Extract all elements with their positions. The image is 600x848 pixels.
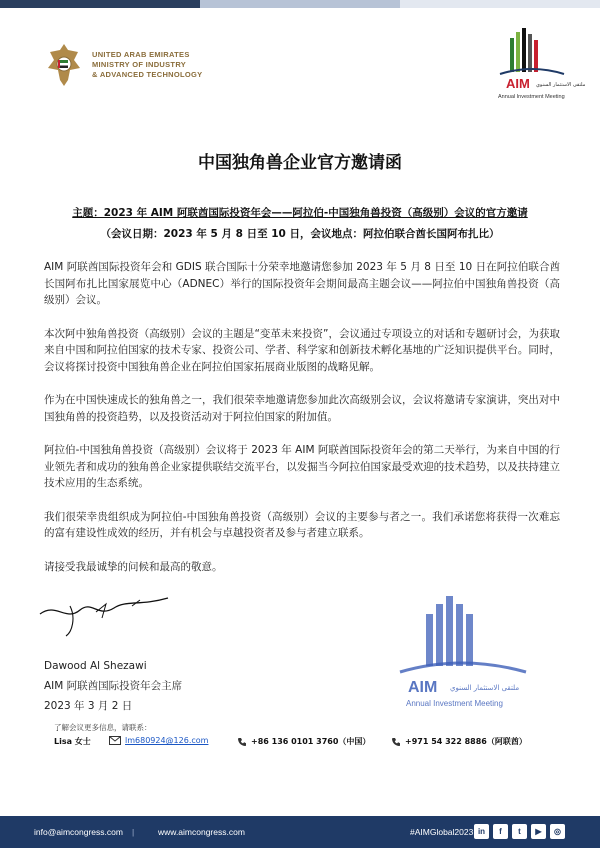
contact-note: 了解会议更多信息，请联系： bbox=[54, 723, 152, 732]
aim-logo-arabic: ملتقى الاستثمار السنوي bbox=[536, 82, 586, 88]
footer-bar bbox=[0, 816, 600, 848]
meeting-info: （会议日期：2023 年 5 月 8 日至 10 日，会议地点：阿拉伯联合酋长国阿布扎比） bbox=[100, 228, 500, 240]
top-color-bar bbox=[0, 0, 600, 8]
paragraph: 阿拉伯-中国独角兽投资（高级别）会议将于 2023 年 AIM 阿联酋国际投资年会的第二天举行，为来自中国的行业领先者和成功的独角兽企业家提供联结交流平台，以发掘当今阿拉伯国家最受欢迎的技术趋势，以及扶持建立技术应用的生态系统。 bbox=[44, 444, 560, 489]
contact-phone-uae bbox=[391, 736, 527, 747]
document-title: 中国独角兽企业官方邀请函 bbox=[198, 153, 402, 173]
signer-name: Dawood Al Shezawi bbox=[44, 660, 147, 672]
top-bar-segment bbox=[200, 0, 400, 8]
stamp-aim-text: AIM bbox=[408, 679, 438, 696]
top-bar-segment bbox=[400, 0, 600, 8]
signer-title: AIM 阿联酋国际投资年会主席 bbox=[44, 680, 183, 692]
ministry-line: & ADVANCED TECHNOLOGY bbox=[92, 70, 203, 79]
youtube-icon[interactable]: ▶ bbox=[531, 824, 546, 839]
twitter-icon[interactable]: t bbox=[512, 824, 527, 839]
paragraph: AIM 阿联酋国际投资年会和 GDIS 联合国际十分荣幸地邀请您参加 2023 年 5 月 8 日至 10 日在阿拉伯联合酋长国阿布扎比国家展览中心（ADNEC）举行的国际投资年会期间最高主题会议——阿拉伯中国独角兽投资（高级别）会议。 bbox=[44, 261, 560, 306]
ministry-logo bbox=[44, 40, 202, 90]
top-bar-segment bbox=[0, 0, 200, 8]
paragraph: 我们很荣幸贵组织成为阿拉伯-中国独角兽投资（高级别）会议的主要参与者之一。我们承诺您将获得一次难忘的富有建设性成效的经历，并有机会与卓越投资者及参与者建立联系。 bbox=[44, 510, 560, 539]
email-icon bbox=[109, 736, 121, 745]
ministry-line: MINISTRY OF INDUSTRY bbox=[92, 60, 187, 69]
email-link[interactable]: lm680924@126.com bbox=[125, 736, 209, 745]
subject-text: 主题：2023 年 AIM 阿联酋国际投资年会——阿拉伯-中国独角兽投资（高级别）会议的官方邀请 bbox=[72, 207, 528, 219]
signer-block bbox=[44, 656, 182, 716]
stamp-subtitle: Annual Investment Meeting bbox=[406, 699, 503, 708]
contact-row bbox=[54, 736, 574, 750]
letter-body bbox=[44, 259, 560, 592]
uae-emblem-icon bbox=[44, 40, 84, 90]
contact-name: Lisa 女士 bbox=[54, 737, 91, 746]
paragraph: 本次阿中独角兽投资（高级别）会议的主题是“变革未来投资”，会议通过专项设立的对话和专题研讨会，为获取来自中国和阿拉伯国家的技术专家、投资公司、学者、科学家和创新技术孵化基地的广泛知识提供平台。同时，会议将探讨投资中国独角兽企业在阿拉伯国家拓展商业版图的战略见解。 bbox=[44, 327, 560, 373]
footer-email[interactable]: info@aimcongress.com bbox=[34, 827, 123, 837]
instagram-icon[interactable]: ◎ bbox=[550, 824, 565, 839]
letter-date: 2023 年 3 月 2 日 bbox=[44, 700, 133, 712]
phone-uae-text: +971 54 322 8886（阿联酋） bbox=[405, 737, 527, 746]
linkedin-icon[interactable]: in bbox=[474, 824, 489, 839]
phone-icon bbox=[391, 737, 401, 747]
aim-logo-text: AIM bbox=[506, 76, 530, 91]
phone-china-text: +86 136 0101 3760（中国） bbox=[251, 737, 371, 746]
contact-email bbox=[109, 736, 208, 745]
phone-icon bbox=[237, 737, 247, 747]
footer-website[interactable]: www.aimcongress.com bbox=[158, 827, 245, 837]
social-links bbox=[474, 824, 565, 839]
stamp-arabic-text: ملتقى الاستثمار السنوي bbox=[450, 684, 520, 692]
ministry-name bbox=[92, 50, 202, 80]
aim-logo-icon bbox=[492, 24, 586, 110]
paragraph: 请接受我最诚挚的问候和最高的敬意。 bbox=[44, 560, 223, 573]
signature bbox=[36, 588, 176, 638]
aim-logo-subtitle: Annual Investment Meeting bbox=[498, 94, 565, 100]
ministry-line: UNITED ARAB EMIRATES bbox=[92, 50, 190, 59]
contact-phone-china bbox=[237, 736, 370, 747]
footer-hashtag: #AIMGlobal2023 bbox=[410, 827, 474, 837]
paragraph: 作为在中国快速成长的独角兽之一，我们很荣幸地邀请您参加此次高级别会议，会议将邀请专家演讲，突出对中国独角兽的投资趋势，以及投资活动对于阿拉伯国家的附加值。 bbox=[44, 394, 560, 423]
facebook-icon[interactable]: f bbox=[493, 824, 508, 839]
footer-separator: | bbox=[132, 827, 135, 837]
document-subject bbox=[0, 205, 600, 220]
aim-stamp bbox=[386, 574, 536, 724]
